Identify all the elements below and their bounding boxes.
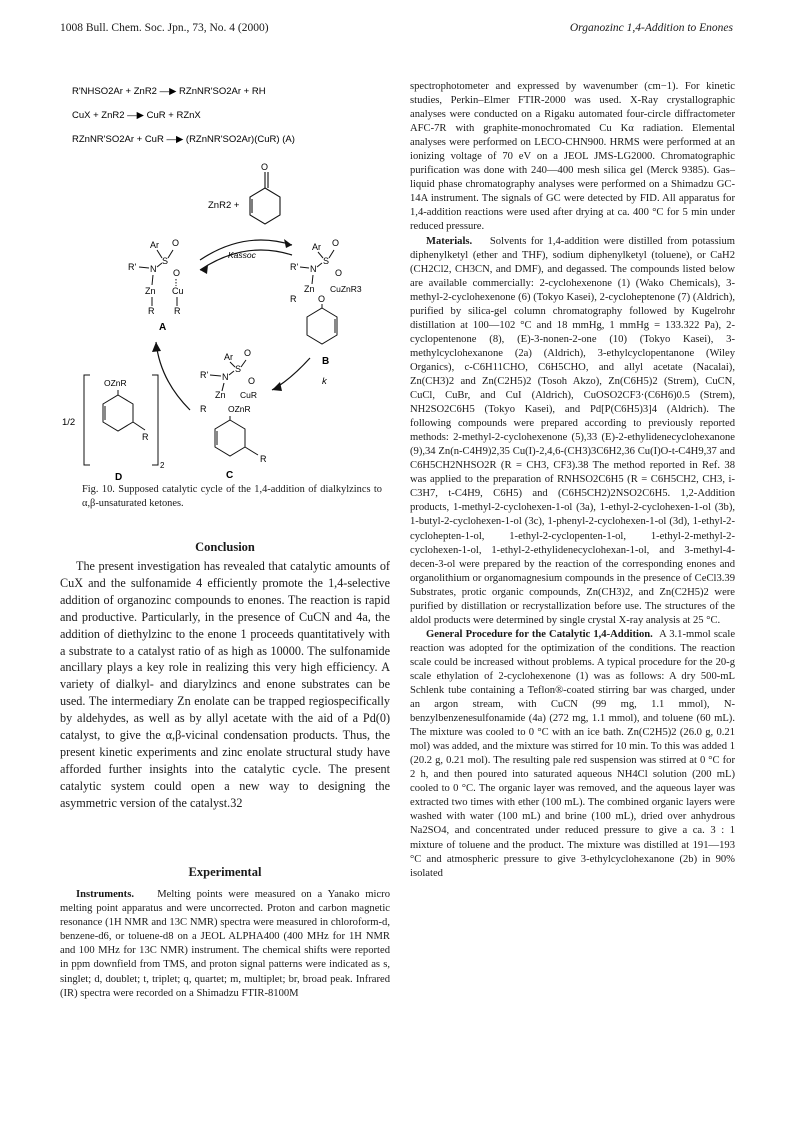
oznr-label: OZnR (228, 404, 251, 414)
running-header-right: Organozinc 1,4-Addition to Enones (569, 22, 733, 34)
conclusion-body (60, 558, 390, 812)
svg-text:R: R (148, 306, 155, 316)
catalytic-cycle-figure (60, 80, 390, 490)
svg-text:Ar: Ar (312, 242, 321, 252)
svg-text:Cu: Cu (172, 286, 184, 296)
svg-text:Zn: Zn (304, 284, 315, 294)
svg-text:Ar: Ar (224, 352, 233, 362)
equation-2: CuX + ZnR2 —▶ CuR + RZnX (72, 110, 201, 121)
kassoc-label: Kassoc (228, 250, 256, 260)
k-label: k (322, 376, 327, 387)
conclusion-paragraph: The present investigation has revealed that catalytic amounts of CuX and the sulfonamide 4 efficiently promote the 1,4-selective addition of organozinc compounds to enones. The reaction is rapid and productive. Particularly, in the presence of CuCN and 4a, the addition of diethylzinc to the enone 1 proceeds quantitatively with a substrate to a catalyst ratio of as high as 10000. The sulfonamide ancillary plays a key role in realizing this very high efficiency. A variety of dialkyl- and diarylzincs and enone substrates can be used. The intermediary Zn enolate can be trapped regiospecifically by aldehydes, as well as by allyl acetate with the aid of a Pd(0) catalyst, to give the α,β-vicinal condensation products. Thus, the present kinetic experiments and zinc enolate structural study have afforded further insights into the catalytic cycle. The present catalytic system could open a new way to designing the asymmetric version of the catalyst.32 (60, 559, 390, 810)
conclusion-heading: Conclusion (195, 540, 255, 554)
instruments-continued: spectrophotometer and expressed by wavenumber (cm−1). For kinetic studies, Perkin–Elmer FTIR-2000 was used. X-Ray crystallographic analyses were conducted on a Rigaku automated four-circle diffractometer AFC-7R with graphite-monochromated Cu Kα radiation. Elemental analyses were performed on LECO-CHN900. HRMS were performed at an ionizing voltage of 70 eV on a JEOL JMS-LG2000. Chromatographic purification was done with 240—400 mesh silica gel (Merck 9385). Gas–liquid phase chromatography analyses were performed on a Shimadzu GC-14A instrument. The signals of GC were detected by FID. All apparatus for 1,4-addition reactions were used after drying at ca. 400 °C for 5 min under reduced pressure. (410, 81, 735, 233)
running-header-left: 1008 Bull. Chem. Soc. Jpn., 73, No. 4 (2000) (60, 22, 269, 34)
half-label: 1/2 (62, 417, 76, 428)
svg-text:O: O (172, 238, 180, 248)
figure-caption: Fig. 10. Supposed catalytic cycle of the 1,4-addition of dialkylzincs to α,β-unsaturated ketones. (82, 484, 382, 509)
svg-text:R': R' (128, 262, 137, 272)
materials-runin-head: Materials. (426, 235, 473, 247)
general-procedure-text: A 3.1-mmol scale reaction was adopted for the optimization of the conditions. The reaction scale could be increased without problems. A typical procedure for the 20-g scale ethylation of 2-cyclohexenone (1) was as follows: A dry 500-mL Schlenk tube containing a Teflon®-coated stirring bar was charged, under an argon stream, with CuCN (99 mg, 1.1 mmol), N-benzylbenzenesulfonamide (4a) (272 mg, 1.1 mmol), and toluene (60 mL). The mixture was cooled to 0 °C with an ice bath. Zn(C2H5)2 (26.0 g, 0.21 mol) was added, and the mixture was stirred for 10 min. To this was added 1 (20.2 g, 0.21 mol). The resulting pale red suspension was stirred at 0 °C for 2 h, and then poured into saturated aqueous NH4Cl solution (200 mL) cooled to 0 °C. The organic layer was removed, and the aqueous layer was extracted two times with ether (100 mL). The combined organic layers were washed with water (100 mL) and brine (100 mL), dried over anhydrous Na2SO4, and concentrated under reduced pressure to give a ca. 3 : 1 mixture of toluene and the product. The mixture was distilled at 191—193 °C and atmospheric pressure to give 3-ethylcyclohexanone (2b) in 90% isolated (410, 628, 736, 879)
complex-A (128, 238, 184, 316)
oxygen-label-top: O (261, 162, 269, 172)
svg-text:O: O (335, 268, 343, 278)
right-column (410, 80, 735, 881)
svg-text:S: S (162, 256, 169, 266)
svg-text:S: S (235, 364, 242, 374)
instruments-section (60, 888, 390, 1001)
equation-1: R'NHSO2Ar + ZnR2 —▶ RZnNR'SO2Ar + RH (72, 86, 266, 97)
svg-text:S: S (323, 256, 330, 266)
label-C: C (226, 470, 234, 481)
bracket-D (84, 375, 158, 465)
equation-3: RZnNR'SO2Ar + CuR —▶ (RZnNR'SO2Ar)(CuR) (A) (72, 134, 295, 145)
label-D: D (115, 472, 123, 483)
svg-text:Zn: Zn (145, 286, 156, 296)
svg-text:N: N (310, 264, 317, 274)
svg-text:O: O (173, 268, 181, 278)
arrowhead-back (200, 265, 208, 274)
instruments-runin-head: Instruments. (76, 889, 134, 900)
materials-text: Solvents for 1,4-addition were distilled from potassium diphenylketyl (ether and THF), sodium diphenylketyl (toluene), or CaH2 (CH2Cl2, CH3CN, and DMF), and degassed. The compounds listed below are available commercially: 2-cyclohexenone (1) (Wako Chemicals), 3-methyl-2-cyclohexenone (6) (Tokyo Kasei), 2-cycloheptenone (7) (Aldrich), purified by silica-gel column chromatography followed by Kugelrohr distillation at 100—102 °C and 18 mmHg, 1 mmHg = 133.322 Pa), 2-cyclopentenone (8), (E)-3-nonen-2-one (10) (Tokyo Kasei), 3-methylcyclohexanone (2a) (Aldrich), 3-ethylcyclopentanone (Wiley Organics), c-C6H11CHO, C6H5CHO, and allyl acetate (Nacalai), Zn(CH3)2 and Zn(C2H5)2 (Tosoh Akzo), Zn(C6H5)2 (Strem), CuCN, CuCl, CuBr, and CuI (Aldrich), CuOSO2CF3·(C6H6)0.5 (Strem), NH2SO2C6H5 (Tokyo Kasei), and Pd[P(C6H5)3]4 (Aldrich). The following compounds were prepared according to previously reported methods: 2-methyl-2-cyclohexenone (5),33 (E)-2-ethylidenecyclohexanone (9),34 Zn(n-C4H9)2,35 Cu(I)-2,4,6-(CH3)3C6H2,36 Cu(I)O-t-C4H9,37 and C6H5CH2NHSO2R (R = CH3, CF3).38 The method reported in Ref. 38 was applied to the preparation of RNHSO2C6H5 (R = C6H5CH2, CH3, i-C3H7, t-C4H9, C6H5) and (C6H5CH2)2NSO2C6H5. 1,2-Addition products, 1-methyl-2-cyclohexen-1-ol (3a), 1-ethyl-2-cyclohexen-1-ol (3b), 1-butyl-2-cyclohexen-1-ol (3c), 1-phenyl-2-cyclohexen-1-ol (3d), 1-ethyl-2-cyclohepten-1-ol, 1-ethyl-2-cyclopenten-1-ol, 1-ethyl-2-methyl-2-cyclohexen-1-ol, 1-ethyl-2-ethylidenecyclohexan-1-ol, and 3-methyl-4-decen-3-ol were prepared by the reaction of the corresponding enones and organolithium or organomagnesium compounds in the presence of CeCl3.39 Substrates, protic organic compounds, Zn(CH3)2, and Zn(C2H5)2 were purified by distillation or recrystallization before use. The structures of the aldol products were determined by single crystal X-ray analysis at 25 °C. (410, 235, 735, 626)
svg-text:R': R' (290, 262, 299, 272)
svg-text:R: R (174, 306, 181, 316)
svg-text:N: N (150, 264, 157, 274)
znr2-plus-label: ZnR2 + (208, 200, 240, 211)
svg-text:O: O (248, 376, 256, 386)
svg-text:Ar: Ar (150, 240, 159, 250)
svg-text:O: O (332, 238, 340, 248)
arrowhead-forward (284, 239, 292, 248)
svg-text:R: R (290, 294, 297, 304)
cuznr3-label: CuZnR3 (330, 284, 362, 294)
svg-text:2: 2 (160, 461, 165, 470)
cur-label: CuR (240, 390, 258, 400)
svg-text:N: N (222, 372, 229, 382)
svg-text:R': R' (200, 370, 209, 380)
r-label-C: R (260, 454, 267, 464)
label-B: B (322, 356, 330, 367)
oznr-label-D: OZnR (104, 378, 127, 388)
experimental-heading: Experimental (188, 865, 262, 879)
svg-text:R: R (200, 404, 207, 414)
r-label-D: R (142, 432, 149, 442)
instruments-text: Melting points were measured on a Yanako micro melting point apparatus and were uncorrected. Proton and carbon magnetic resonance (1H NMR and 13C NMR) spectra were measured in chloroform-d, benzene-d6, or toluene-d8 on a JEOL ALPHA400 (400 MHz for 1H NMR and 100 MHz for 13C NMR) instrument. The chemical shifts were reported in ppm downfield from TMS, and proton signal patterns were indicated as s, singlet; d, doublet; t, triplet; q, quartet; m, multiplet; br, broad peak. Infrared (IR) spectra were recorded on a Shimadzu FTIR-8100M (60, 889, 391, 999)
svg-text:O: O (244, 348, 252, 358)
cyclohexenone-top (250, 172, 280, 224)
svg-text:Zn: Zn (215, 390, 226, 400)
label-A: A (159, 322, 167, 333)
general-procedure-runin-head: General Procedure for the Catalytic 1,4-Addition. (426, 628, 653, 640)
arrow-cycle-left (156, 342, 190, 410)
svg-text:O: O (318, 294, 326, 304)
complex-B (290, 238, 342, 304)
